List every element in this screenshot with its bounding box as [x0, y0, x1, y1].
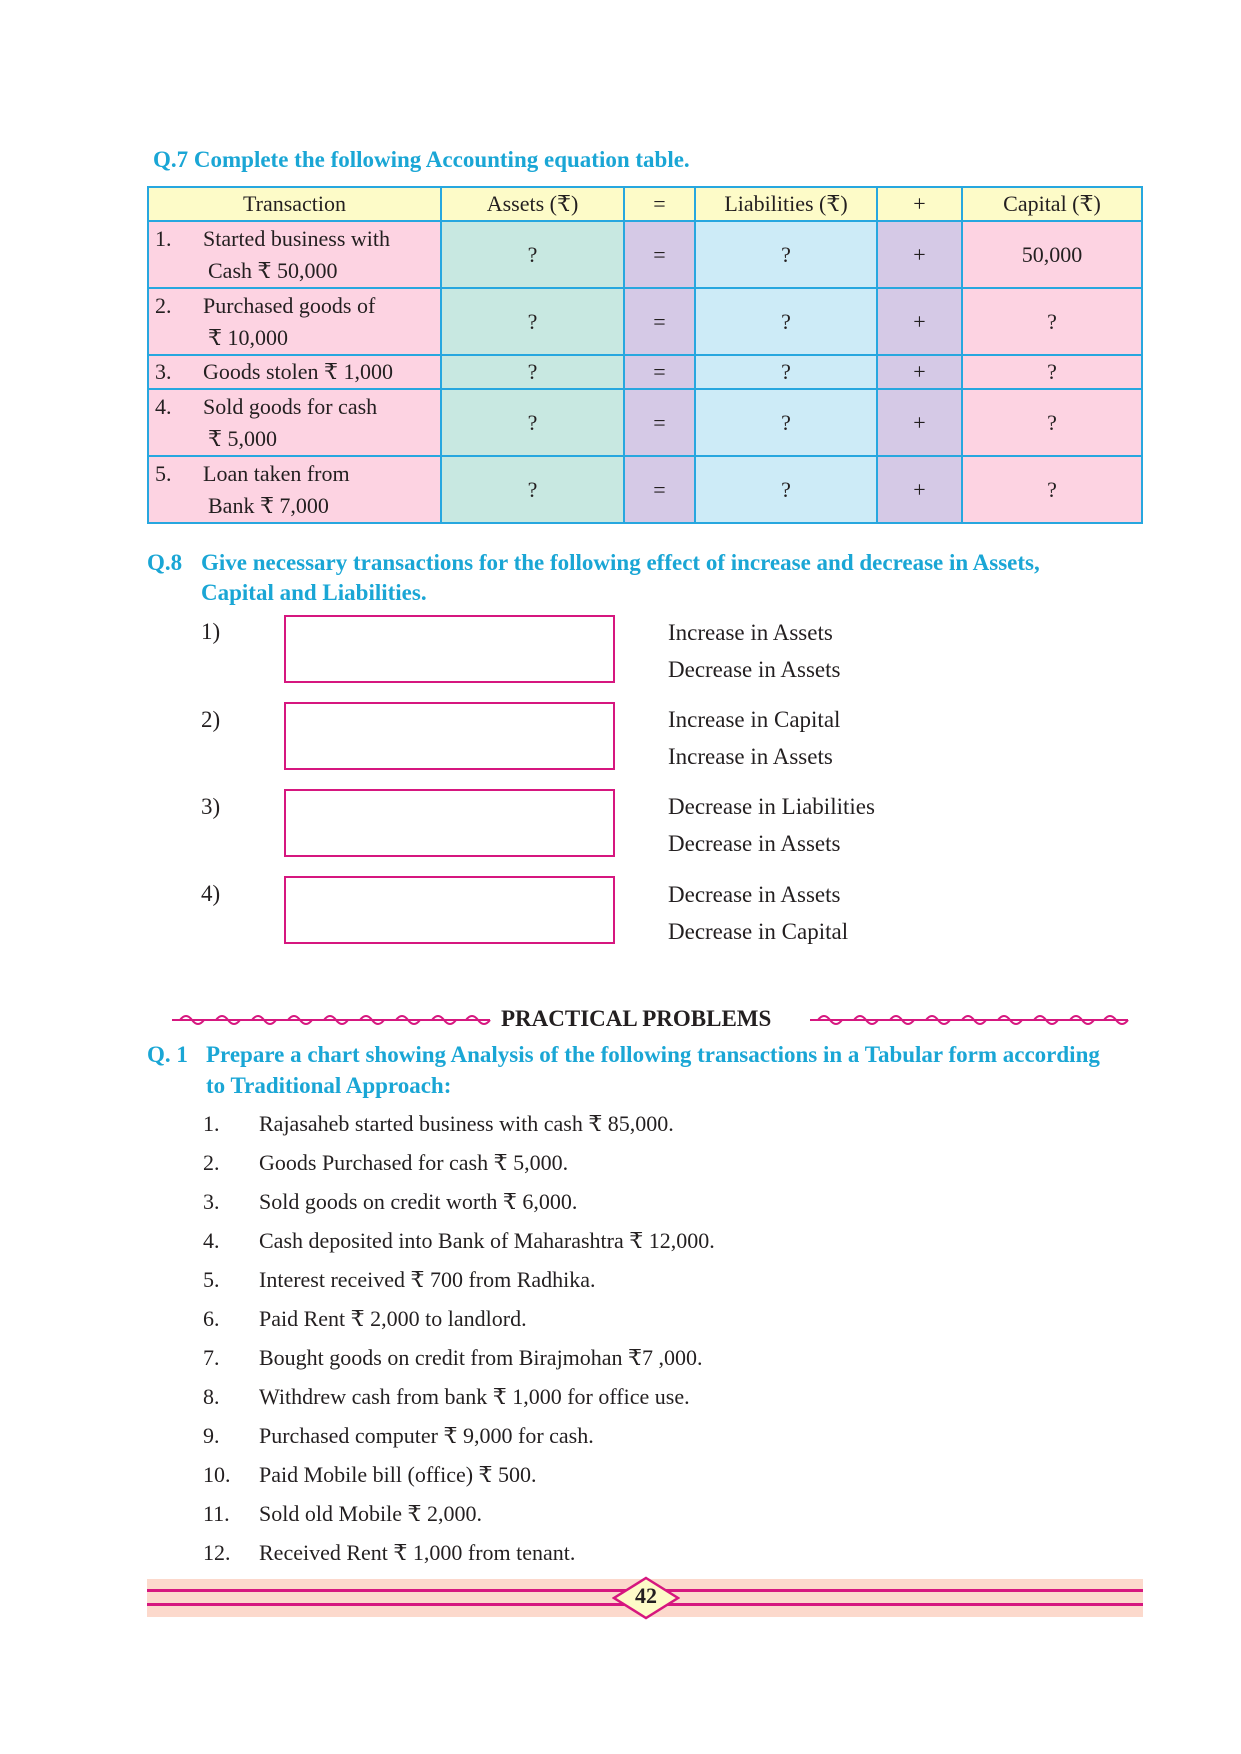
- q8-answer-box[interactable]: [284, 702, 615, 770]
- transaction-cell: [148, 288, 441, 355]
- assets-cell[interactable]: ?: [441, 456, 624, 523]
- equals-cell: =: [624, 221, 695, 288]
- list-item-number: 4.: [203, 1228, 220, 1253]
- plus-cell: +: [877, 355, 962, 389]
- header-transaction: Transaction: [148, 187, 441, 221]
- transaction-cell: [148, 456, 441, 523]
- list-item: Cash deposited into Bank of Maharashtra ₹ 12,000.: [259, 1228, 715, 1253]
- q8-item-number: 1): [201, 619, 221, 644]
- q8-heading-line1: Give necessary transactions for the following effect of increase and decrease in Assets,: [201, 550, 1040, 575]
- transaction-line1: Loan taken from: [203, 460, 350, 486]
- equals-cell: =: [624, 288, 695, 355]
- header-capital: Capital (₹): [962, 187, 1142, 221]
- q8-number: Q.8: [147, 550, 183, 575]
- table-row: [148, 389, 1142, 456]
- practical-q1-line2: to Traditional Approach:: [206, 1073, 452, 1098]
- table-header-row: [148, 187, 1142, 221]
- capital-cell[interactable]: ?: [962, 355, 1142, 389]
- q8-item-number: 2): [201, 707, 221, 732]
- transaction-line1: Started business with: [203, 225, 390, 251]
- list-item: Rajasaheb started business with cash ₹ 85,000.: [259, 1111, 674, 1136]
- q8-effect: Decrease in Liabilities: [668, 794, 875, 819]
- q8-heading-line2: Capital and Liabilities.: [201, 580, 427, 605]
- q8-effect: Decrease in Assets: [668, 831, 841, 856]
- row-number: 2.: [155, 292, 172, 318]
- header-assets: Assets (₹): [441, 187, 624, 221]
- row-number: 1.: [155, 225, 172, 251]
- header-liabilities: Liabilities (₹): [695, 187, 877, 221]
- capital-cell[interactable]: ?: [962, 456, 1142, 523]
- list-item: Bought goods on credit from Birajmohan ₹7 ,000.: [259, 1345, 703, 1370]
- list-item: Purchased computer ₹ 9,000 for cash.: [259, 1423, 594, 1448]
- capital-cell[interactable]: ?: [962, 389, 1142, 456]
- list-item-number: 9.: [203, 1423, 220, 1448]
- list-item: Interest received ₹ 700 from Radhika.: [259, 1267, 596, 1292]
- list-item: Sold goods on credit worth ₹ 6,000.: [259, 1189, 578, 1214]
- q8-effect: Decrease in Assets: [668, 657, 841, 682]
- list-item-number: 7.: [203, 1345, 220, 1370]
- transaction-line1: Sold goods for cash: [203, 393, 378, 419]
- list-item-number: 11.: [203, 1501, 230, 1526]
- header-plus: +: [877, 187, 962, 221]
- liabilities-cell[interactable]: ?: [695, 221, 877, 288]
- plus-cell: +: [877, 389, 962, 456]
- liabilities-cell[interactable]: ?: [695, 389, 877, 456]
- assets-cell[interactable]: ?: [441, 221, 624, 288]
- list-item: Paid Mobile bill (office) ₹ 500.: [259, 1462, 537, 1487]
- page-number: 42: [635, 1583, 657, 1608]
- q8-effect: Increase in Assets: [668, 620, 833, 645]
- plus-cell: +: [877, 221, 962, 288]
- transaction-line1: Purchased goods of: [203, 292, 376, 318]
- list-item-number: 6.: [203, 1306, 220, 1331]
- transaction-line2: ₹ 10,000: [208, 324, 288, 350]
- transaction-line2: Bank ₹ 7,000: [208, 492, 329, 518]
- right-ornament-icon: [808, 1010, 1130, 1030]
- header-equals: =: [624, 187, 695, 221]
- list-item-number: 2.: [203, 1150, 220, 1175]
- plus-cell: +: [877, 288, 962, 355]
- assets-cell[interactable]: ?: [441, 389, 624, 456]
- capital-cell[interactable]: ?: [962, 288, 1142, 355]
- equals-cell: =: [624, 355, 695, 389]
- q8-effect: Decrease in Capital: [668, 919, 849, 944]
- q8-effect: Increase in Assets: [668, 744, 833, 769]
- practical-problems-title: PRACTICAL PROBLEMS: [501, 1006, 772, 1031]
- list-item: Sold old Mobile ₹ 2,000.: [259, 1501, 483, 1526]
- plus-cell: +: [877, 456, 962, 523]
- transaction-cell: [148, 389, 441, 456]
- liabilities-cell[interactable]: ?: [695, 355, 877, 389]
- accounting-equation-table: [147, 186, 1143, 524]
- q7-heading: Q.7 Complete the following Accounting equation table.: [153, 147, 690, 172]
- equals-cell: =: [624, 456, 695, 523]
- list-item-number: 10.: [203, 1462, 231, 1487]
- table-row: [148, 221, 1142, 288]
- practical-q1-line1: Prepare a chart showing Analysis of the following transactions in a Tabular form according: [206, 1042, 1100, 1067]
- transaction-line2: Cash ₹ 50,000: [208, 257, 338, 283]
- q8-effect: Decrease in Assets: [668, 882, 841, 907]
- list-item-number: 8.: [203, 1384, 220, 1409]
- q8-answer-box[interactable]: [284, 615, 615, 683]
- list-item-number: 1.: [203, 1111, 220, 1136]
- list-item: Paid Rent ₹ 2,000 to landlord.: [259, 1306, 527, 1331]
- q8-effect: Increase in Capital: [668, 707, 841, 732]
- table-row: [148, 355, 1142, 389]
- transaction-line1: Goods stolen ₹ 1,000: [203, 359, 393, 384]
- list-item-number: 5.: [203, 1267, 220, 1292]
- table-row: [148, 288, 1142, 355]
- q8-answer-box[interactable]: [284, 789, 615, 857]
- table-row: [148, 456, 1142, 523]
- transaction-line2: ₹ 5,000: [208, 425, 277, 451]
- row-number: 3.: [155, 359, 172, 384]
- list-item-number: 3.: [203, 1189, 220, 1214]
- practical-q1-number: Q. 1: [147, 1042, 188, 1067]
- q8-item-number: 4): [201, 881, 221, 906]
- assets-cell[interactable]: ?: [441, 355, 624, 389]
- left-ornament-icon: [170, 1010, 492, 1030]
- list-item-number: 12.: [203, 1540, 231, 1565]
- list-item: Goods Purchased for cash ₹ 5,000.: [259, 1150, 569, 1175]
- list-item: Received Rent ₹ 1,000 from tenant.: [259, 1540, 576, 1565]
- capital-cell[interactable]: 50,000: [962, 221, 1142, 288]
- assets-cell[interactable]: ?: [441, 288, 624, 355]
- list-item: Withdrew cash from bank ₹ 1,000 for office use.: [259, 1384, 690, 1409]
- row-number: 5.: [155, 460, 172, 486]
- equals-cell: =: [624, 389, 695, 456]
- transaction-cell: [148, 355, 441, 389]
- q8-answer-box[interactable]: [284, 876, 615, 944]
- row-number: 4.: [155, 393, 172, 419]
- liabilities-cell[interactable]: ?: [695, 288, 877, 355]
- liabilities-cell[interactable]: ?: [695, 456, 877, 523]
- q8-item-number: 3): [201, 794, 221, 819]
- transaction-cell: [148, 221, 441, 288]
